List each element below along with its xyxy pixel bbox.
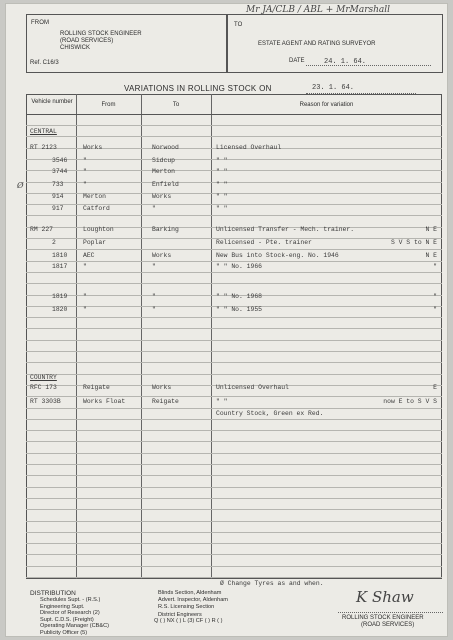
vehicle-cell: RT 3303B	[30, 398, 61, 405]
distribution-item: Engineering Supt.	[40, 603, 85, 610]
signature-underline	[338, 612, 443, 613]
from-cell: "	[83, 263, 87, 270]
ruled-line	[26, 408, 442, 409]
from-cell: Works Float	[83, 398, 126, 405]
to-cell: Works	[152, 193, 172, 200]
to-cell: Barking	[152, 226, 179, 233]
to-cell: Reigate	[152, 398, 179, 405]
from-cell: Loughton	[83, 226, 114, 233]
vehicle-cell: 1820	[52, 306, 68, 313]
reason-cell: " " No. 1955	[216, 306, 263, 313]
reason-cell: " "	[216, 157, 228, 164]
distribution-item: District Engineers	[158, 611, 202, 618]
vehicle-cell: RT 2123	[30, 144, 57, 151]
reference: Ref. C16/3	[30, 60, 59, 66]
col-divider-3	[211, 94, 212, 579]
vehicle-cell: COUNTRY	[30, 374, 57, 381]
from-cell: Merton	[83, 193, 107, 200]
reason-cell: " "	[216, 168, 228, 175]
ruled-line	[26, 340, 442, 341]
vehicle-cell: 3546	[52, 157, 68, 164]
ruled-line	[26, 351, 442, 352]
from-cell: "	[83, 306, 87, 313]
vehicle-cell: RFC 173	[30, 384, 57, 391]
to-cell: Enfield	[152, 181, 179, 188]
ruled-line	[26, 328, 442, 329]
to-cell: "	[152, 263, 156, 270]
ruled-line	[26, 272, 442, 273]
table-row	[6, 384, 447, 393]
reason-cell: " "	[216, 205, 228, 212]
signature: K Shaw	[356, 588, 414, 606]
col-header-from: From	[101, 102, 116, 108]
location-code-cell: "	[433, 263, 437, 270]
ruled-line	[26, 249, 442, 250]
table-row	[6, 239, 447, 248]
ruled-line	[26, 566, 442, 567]
to-cell: Works	[152, 384, 172, 391]
to-cell: Sidcup	[152, 157, 176, 164]
table-row	[6, 263, 447, 272]
table-row	[6, 226, 447, 235]
to-cell: Works	[152, 252, 172, 259]
from-cell: "	[83, 181, 87, 188]
reason-cell: New Bus into Stock-eng. No. 1946	[216, 252, 339, 259]
to-cell: "	[152, 293, 156, 300]
to-cell: Norwood	[152, 144, 179, 151]
vehicle-cell: CENTRAL	[30, 128, 57, 135]
vehicle-cell: 917	[52, 205, 64, 212]
ruled-line	[26, 464, 442, 465]
col-header-to: To	[172, 102, 180, 108]
reason-cell: Unlicensed Overhaul	[216, 384, 289, 391]
table-row	[6, 144, 447, 153]
ruled-line	[26, 498, 442, 499]
table-row	[6, 128, 447, 137]
location-code-cell: "	[433, 306, 437, 313]
header-rule	[26, 114, 442, 115]
distribution-item: Blinds Section, Aldenham	[158, 590, 222, 596]
from-label: FROM	[31, 20, 50, 26]
memo-page	[6, 4, 447, 636]
distribution-item: Schedules Supt. - (R.S.)	[40, 597, 101, 603]
table-row	[6, 306, 447, 315]
vehicle-cell: 733	[52, 181, 64, 188]
to-recipient: ESTATE AGENT AND RATING SURVEYOR	[258, 41, 376, 47]
table-row	[6, 205, 447, 214]
page-title: VARIATIONS IN ROLLING STOCK ON	[124, 84, 272, 93]
from-cell: "	[83, 293, 87, 300]
margin-mark: Ø	[17, 181, 24, 190]
location-code-cell: N E	[425, 226, 437, 233]
col-header-vehicle: Vehicle number	[31, 99, 73, 105]
ruled-line	[26, 125, 442, 126]
date-value: 24. 1. 64.	[324, 58, 367, 66]
from-cell: AEC	[83, 252, 95, 259]
ruled-line	[26, 543, 442, 544]
location-code-cell: S V S to N E	[390, 239, 437, 246]
to-handwritten: Mr JA/CLB / ABL + MrMarshall	[246, 5, 391, 15]
table-row	[6, 398, 447, 407]
reason-cell: " "	[216, 181, 228, 188]
table-row	[6, 181, 447, 190]
from-line-3: CHISWICK	[60, 45, 90, 51]
col-divider-2	[141, 94, 142, 579]
distribution-label: DISTRIBUTION	[30, 590, 76, 597]
location-code-cell: N E	[425, 252, 437, 259]
signature-title-2: (ROAD SERVICES)	[361, 622, 415, 628]
to-cell: "	[152, 205, 156, 212]
reason-cell: Relicensed - Pte. trainer	[216, 239, 312, 246]
reason-cell: " "	[216, 193, 228, 200]
to-cell: Merton	[152, 168, 176, 175]
from-cell: "	[83, 168, 87, 175]
to-cell: "	[152, 306, 156, 313]
vehicle-cell: 1819	[52, 293, 68, 300]
to-label: TO	[234, 22, 243, 28]
ruled-line	[26, 317, 442, 318]
vehicle-cell: RM 227	[30, 226, 54, 233]
table-row	[6, 252, 447, 261]
vehicle-cell: 914	[52, 193, 64, 200]
reason-cell: Country Stock, Green ex Red.	[216, 410, 324, 417]
vehicle-cell: 1817	[52, 263, 68, 270]
ruled-line	[26, 441, 442, 442]
ruled-line	[26, 430, 442, 431]
col-header-reason: Reason for variation	[299, 102, 354, 108]
ruled-line	[26, 509, 442, 510]
ruled-line	[26, 521, 442, 522]
title-date: 23. 1. 64.	[312, 84, 355, 92]
distribution-item: Advert. Inspector, Aldenham	[158, 597, 228, 604]
distribution-item: Director of Research (2)	[40, 610, 100, 617]
distribution-item: Supt. C.D.S. (Freight)	[40, 616, 94, 623]
from-cell: "	[83, 157, 87, 164]
vehicle-cell: 2	[52, 239, 56, 246]
col-divider-1	[76, 94, 77, 579]
table-row	[6, 374, 447, 383]
table-row	[6, 168, 447, 177]
reason-cell: " "	[216, 398, 228, 405]
from-line-1: ROLLING STOCK ENGINEER	[60, 31, 142, 37]
location-code-cell: now E to S V S	[383, 398, 437, 405]
date-label: DATE	[289, 58, 305, 64]
ruled-line	[26, 475, 442, 476]
ruled-line	[26, 487, 442, 488]
distribution-item: Q ( ) NX ( ) L (3) CF ( ) R ( )	[154, 618, 223, 624]
ruled-line	[26, 554, 442, 555]
signature-title-1: ROLLING STOCK ENGINEER	[342, 615, 424, 621]
from-cell: Reigate	[83, 384, 110, 391]
distribution-item: R.S. Licensing Section	[158, 604, 215, 611]
distribution-item: Publicity Officer (5)	[40, 630, 88, 636]
reason-cell: Unlicensed Transfer - Mech. trainer.	[216, 226, 355, 233]
distribution-item: Operating Manager (CB&C)	[40, 623, 110, 630]
table-row	[6, 157, 447, 166]
from-cell: Poplar	[83, 239, 107, 246]
from-line-2: (ROAD SERVICES)	[60, 38, 114, 44]
ruled-line	[26, 453, 442, 454]
ruled-line	[26, 532, 442, 533]
vehicle-cell: 3744	[52, 168, 68, 175]
table-row	[6, 193, 447, 202]
ruled-line	[26, 215, 442, 216]
reason-cell: Licensed Overhaul	[216, 144, 282, 151]
table-row	[6, 293, 447, 302]
ruled-line	[26, 362, 442, 363]
table-row	[6, 410, 447, 419]
footnote: Ø Change Tyres as and when.	[220, 580, 324, 587]
from-cell: Catford	[83, 205, 110, 212]
table-frame	[26, 94, 442, 579]
location-code-cell: E	[433, 384, 437, 391]
reason-cell: " " No. 1968	[216, 293, 263, 300]
vehicle-cell: 1810	[52, 252, 68, 259]
location-code-cell: "	[433, 293, 437, 300]
ruled-line	[26, 283, 442, 284]
reason-cell: " " No. 1966	[216, 263, 263, 270]
ruled-line	[26, 577, 442, 578]
from-cell: Works	[83, 144, 103, 151]
